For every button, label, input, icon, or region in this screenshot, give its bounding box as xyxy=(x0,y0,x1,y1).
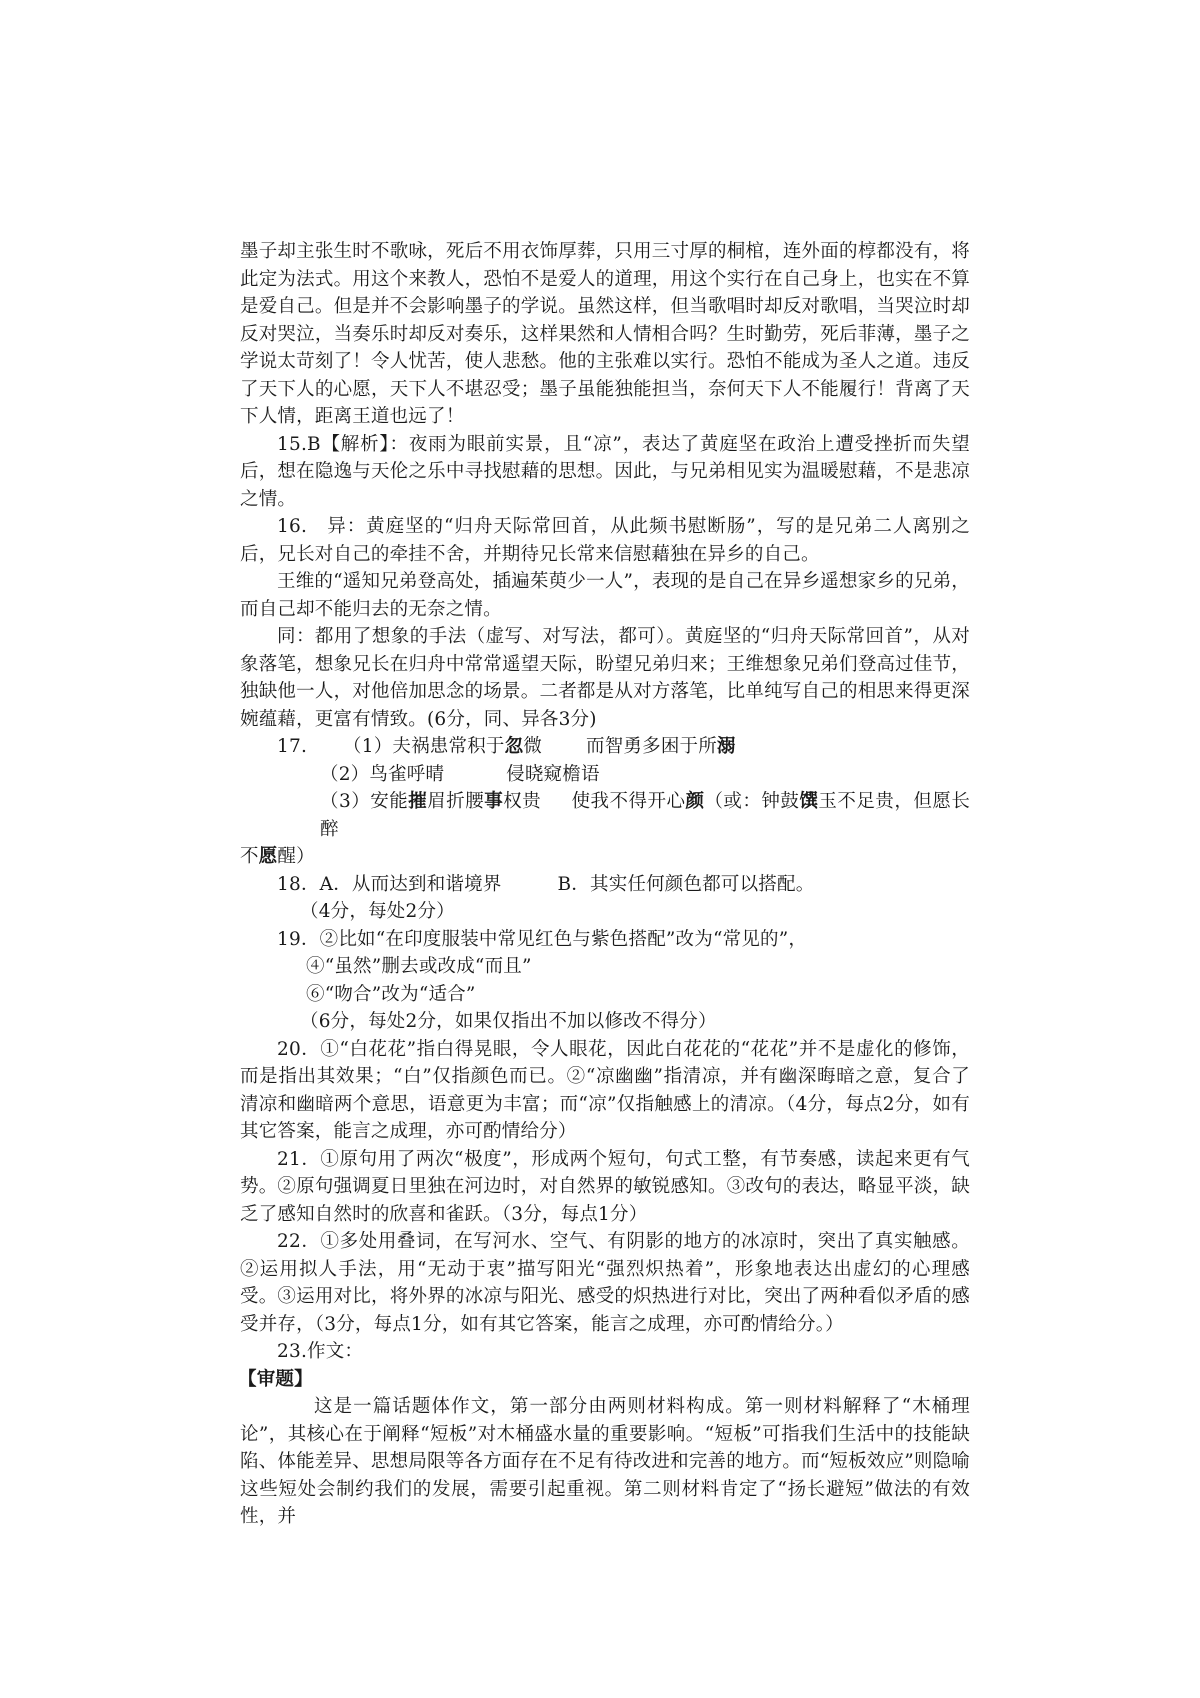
answer-19-score: （6分，每处2分，如果仅指出不加以修改不得分） xyxy=(300,1011,717,1032)
answer-17-4-post: 醒） xyxy=(277,846,315,867)
answer-16-difference: 16. 异：黄庭坚的“归舟天际常回首，从此频书慰断肠”，写的是兄弟二人离别之后，兄长对自己的牵挂不舍，并期待兄长常来信慰藉独在异乡的自己。 xyxy=(240,516,970,565)
answer-22: 22．①多处用叠词，在写河水、空气、有阴影的地方的冰凉时，突出了真实触感。②运用拟人手法，用“无动于衷”描写阳光“强烈炽热着”，形象地表达出虚幻的心理感受。③运用对比，将外界的冰凉与阳光、感受的炽热进行对比，突出了两种看似矛盾的感受并存，（3分，每点1分，如有其它答案，能言之成理，亦可酌情给分。） xyxy=(240,1231,970,1335)
answer-19-line-3: ⑥“吻合”改为“适合” xyxy=(306,983,476,1005)
answer-16-wangwei: 王维的“遥知兄弟登高处，插遍茱萸少一人”，表现的是自己在异乡遥想家乡的兄弟，而自己却不能归去的无奈之情。 xyxy=(240,571,970,620)
answer-18 xyxy=(240,871,970,926)
answer-17-1a-post: 微 xyxy=(523,736,543,757)
answer-15: 15.B【解析】：夜雨为眼前实景，且“凉”，表达了黄庭坚在政治上遭受挫折而失望后，想在隐逸与天伦之乐中寻找慰藉的思想。因此，与兄弟相见实为温暖慰藉，不是悲凉之情。 xyxy=(240,433,970,510)
answer-17-line-1 xyxy=(240,733,970,761)
answer-17-1b-pre: 而智勇多困于所 xyxy=(586,736,717,757)
answer-17-2a: （2）鸟雀呼晴 xyxy=(320,763,445,785)
answer-17-line-2 xyxy=(240,761,970,789)
answer-17-3a-mid: 眉折腰 xyxy=(427,791,485,812)
answer-18-b: B．其实任何颜色都可以搭配。 xyxy=(557,873,815,895)
answer-18-a: 18．A．从而达到和谐境界 xyxy=(277,873,502,895)
answer-17-1a-pre: （1）夫祸患常积于 xyxy=(343,736,505,757)
answer-20: 20．①“白花花”指白得晃眼，令人眼花，因此白花花的“花花”并不是虚化的修饰，而是指出其效果；“白”仅指颜色而已。②“凉幽幽”指清凉，并有幽深晦暗之意，复合了清凉和幽暗两个意思，语意更为丰富；而“凉”仅指触感上的清凉。（4分，每点2分，如有其它答案，能言之成理，亦可酌情给分） xyxy=(240,1038,970,1142)
answer-17-line-4 xyxy=(240,843,970,871)
answer-19-line-1: 19．②比如“在印度服装中常见红色与紫色搭配”改为“常见的”， xyxy=(277,928,808,950)
answer-17-3c-bold: 馔 xyxy=(799,791,819,812)
answer-18-line-1 xyxy=(240,871,970,899)
answer-17-3c-pre: （或：钟鼓 xyxy=(704,791,800,812)
answer-17-1a-bold: 忽 xyxy=(504,736,524,757)
answer-19 xyxy=(240,926,970,1036)
answer-16-similarity: 同：都用了想象的手法（虚写、对写法，都可）。黄庭坚的“归舟天际常回首”，从对象落笔，想象兄长在归舟中常常遥望天际，盼望兄弟归来；王维想象兄弟们登高过佳节，独缺他一人，对他倍加思念的场景。二者都是从对方落笔，比单纯写自己的相思来得更深婉蕴藉，更富有情致。(6分，同、异各3分) xyxy=(240,626,970,730)
answer-17-3a-bold2: 事 xyxy=(484,791,504,812)
answer-17-3a-pre: （3）安能 xyxy=(320,791,409,812)
answer-17-line-3 xyxy=(240,788,970,843)
answer-19-line-2: ④“虽然”删去或改成“而且” xyxy=(306,956,532,977)
shenti-header: 【审题】 xyxy=(238,1368,313,1390)
answer-17-number: 17. xyxy=(277,736,308,757)
answer-17-3c-post: 玉不足贵，但愿长醉 xyxy=(320,791,971,840)
answer-17-4-pre: 不 xyxy=(240,846,259,867)
answer-17-2b: 侵晓窥檐语 xyxy=(506,763,600,785)
mozi-translation: 墨子却主张生时不歌咏，死后不用衣饰厚葬，只用三寸厚的桐棺，连外面的椁都没有，将此定为法式。用这个来教人，恐怕不是爱人的道理，用这个实行在自己身上，也实在不算是爱自己。但是并不会影响墨子的学说。虽然这样，但当歌唱时却反对歌唱，当哭泣时却反对哭泣，当奏乐时却反对奏乐，这样果然和人情相合吗？生时勤劳，死后菲薄，墨子之学说太苛刻了！令人忧苦，使人悲愁。他的主张难以实行。恐怕不能成为圣人之道。违反了天下人的心愿，天下人不堪忍受；墨子虽能独能担当，奈何天下人不能履行！背离了天下人情，距离王道也远了！ xyxy=(240,241,970,427)
answer-17-4-bold: 愿 xyxy=(258,846,278,867)
answer-17-3a-bold1: 摧 xyxy=(408,791,428,812)
answer-17-3a-post: 权贵 xyxy=(503,791,542,812)
answer-23-heading: 23.作文： xyxy=(277,1341,364,1362)
answer-17-1b-bold: 溺 xyxy=(716,736,736,757)
answer-17-3b-bold: 颜 xyxy=(685,791,705,812)
answer-17 xyxy=(240,733,970,871)
answer-17-3b-pre: 使我不得开心 xyxy=(571,791,686,812)
shenti-paragraph: 这是一篇话题体作文，第一部分由两则材料构成。第一则材料解释了“木桶理论”，其核心在于阐释“短板”对木桶盛水量的重要影响。“短板”可指我们生活中的技能缺陷、体能差异、思想局限等各方面存在不足有待改进和完善的地方。而“短板效应”则隐喻这些短处会制约我们的发展，需要引起重视。第二则材料肯定了“扬长避短”做法的有效性，并 xyxy=(240,1396,970,1527)
answer-18-score: （4分，每处2分） xyxy=(300,901,455,922)
answer-21: 21．①原句用了两次“极度”，形成两个短句，句式工整，有节奏感，读起来更有气势。②原句强调夏日里独在河边时，对自然界的敏锐感知。③改句的表达，略显平淡，缺乏了感知自然时的欣喜和雀跃。（3分，每点1分） xyxy=(240,1148,970,1225)
answer-key-text xyxy=(240,238,970,1531)
